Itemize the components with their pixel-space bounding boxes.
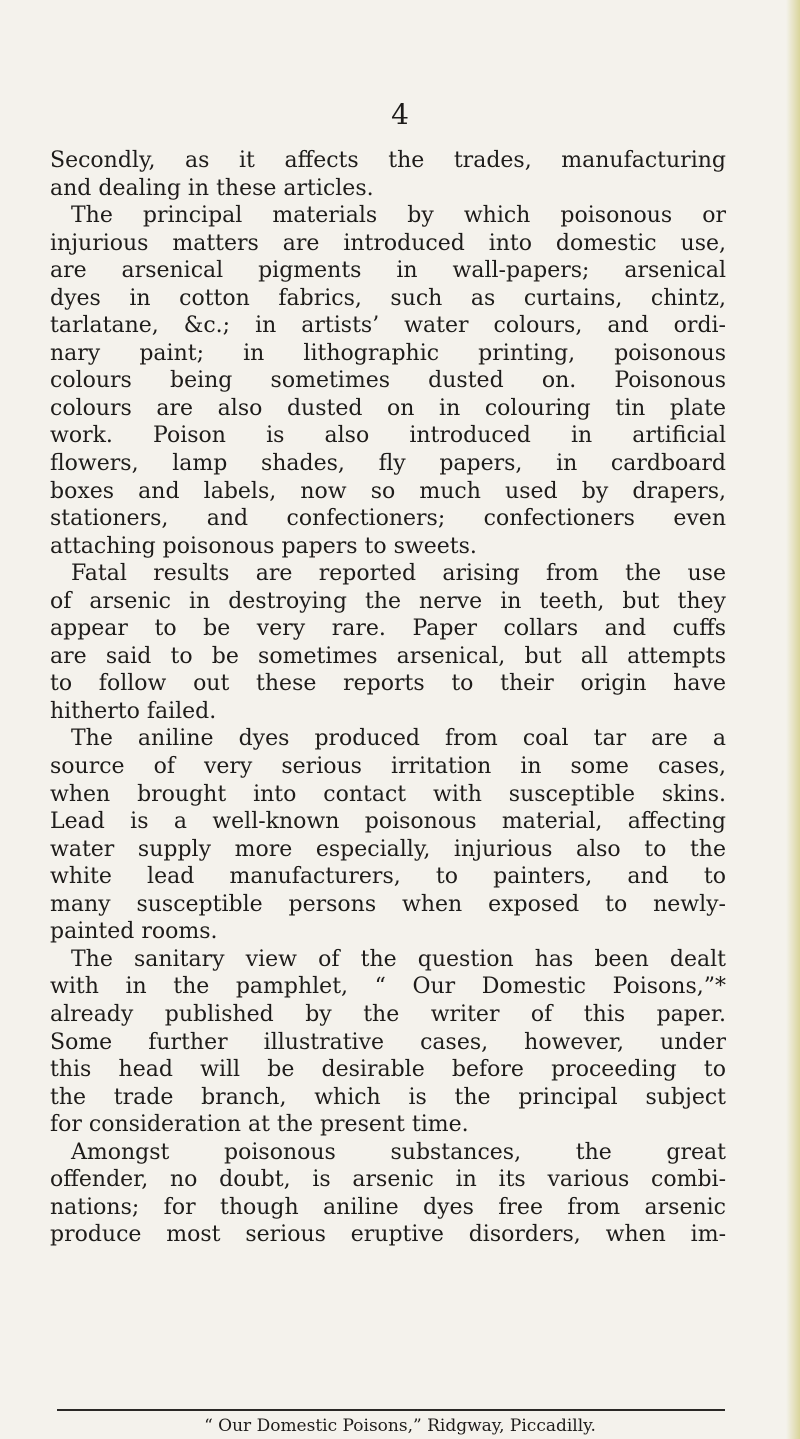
text-line: offender, no doubt, is arsenic in its various combi- — [50, 1167, 726, 1193]
text-line: Secondly, as it affects the trades, manufacturing — [50, 148, 726, 173]
text-line: the trade branch, which is the principal subject — [50, 1084, 726, 1110]
text-line: appear to be very rare. Paper collars and cuffs — [50, 616, 726, 642]
text-line: colours are also dusted on in colouring tin plate — [50, 395, 726, 421]
text-line: The principal materials by which poisonous or — [71, 203, 726, 229]
footnote-rule — [57, 1409, 725, 1411]
text-line: source of very serious irritation in some cases, — [50, 754, 726, 780]
text-line: water supply more especially, injurious also to the — [50, 836, 726, 862]
text-line: of arsenic in destroying the nerve in teeth, but they — [50, 588, 726, 614]
text-line: are said to be sometimes arsenical, but all attempts — [50, 643, 726, 669]
text-line: The sanitary view of the question has been dealt — [71, 946, 726, 972]
text-line: and dealing in these articles. — [50, 175, 374, 201]
text-line: work. Poison is also introduced in artificial — [50, 423, 726, 449]
text-line: Lead is a well-known poisonous material, affecting — [50, 809, 726, 835]
text-line: to follow out these reports to their origin have — [50, 671, 726, 697]
footnote: “ Our Domestic Poisons,” Ridgway, Piccadilly. — [204, 1416, 596, 1436]
text-line: with in the pamphlet, “ Our Domestic Poisons,”* — [50, 974, 726, 1000]
text-line: when brought into contact with susceptible skins. — [50, 781, 726, 807]
text-line: colours being sometimes dusted on. Poisonous — [50, 368, 726, 394]
text-line: nations; for though aniline dyes free from arsenic — [50, 1194, 726, 1220]
text-line: produce most serious eruptive disorders, when im- — [50, 1222, 726, 1248]
text-line: dyes in cotton fabrics, such as curtains, chintz, — [50, 285, 726, 311]
text-line: stationers, and confectioners; confectioners even — [50, 506, 726, 532]
text-line: Some further illustrative cases, however, under — [50, 1029, 726, 1055]
text-line: painted rooms. — [50, 919, 218, 945]
text-line: injurious matters are introduced into domestic use, — [50, 230, 726, 256]
text-line: Fatal results are reported arising from the use — [71, 561, 726, 587]
text-line: boxes and labels, now so much used by drapers, — [50, 478, 726, 504]
text-line: The aniline dyes produced from coal tar are a — [71, 726, 726, 752]
text-line: flowers, lamp shades, fly papers, in cardboard — [50, 451, 726, 477]
page-number: 4 — [391, 98, 409, 131]
text-line: already published by the writer of this paper. — [50, 1001, 726, 1027]
page-edge-discoloration — [786, 0, 800, 1439]
text-line: many susceptible persons when exposed to newly- — [50, 891, 726, 917]
text-line: Amongst poisonous substances, the great — [71, 1139, 726, 1165]
text-line: this head will be desirable before proceeding to — [50, 1057, 726, 1083]
text-line: white lead manufacturers, to painters, and to — [50, 864, 726, 890]
text-line: for consideration at the present time. — [50, 1112, 469, 1138]
text-line: tarlatane, &c.; in artists’ water colours, and ordi- — [50, 313, 726, 339]
text-line: attaching poisonous papers to sweets. — [50, 533, 477, 559]
text-line: nary paint; in lithographic printing, poisonous — [50, 340, 726, 366]
text-line: are arsenical pigments in wall-papers; arsenical — [50, 258, 726, 284]
text-line: hitherto failed. — [50, 698, 217, 724]
body-text — [50, 147, 726, 1249]
